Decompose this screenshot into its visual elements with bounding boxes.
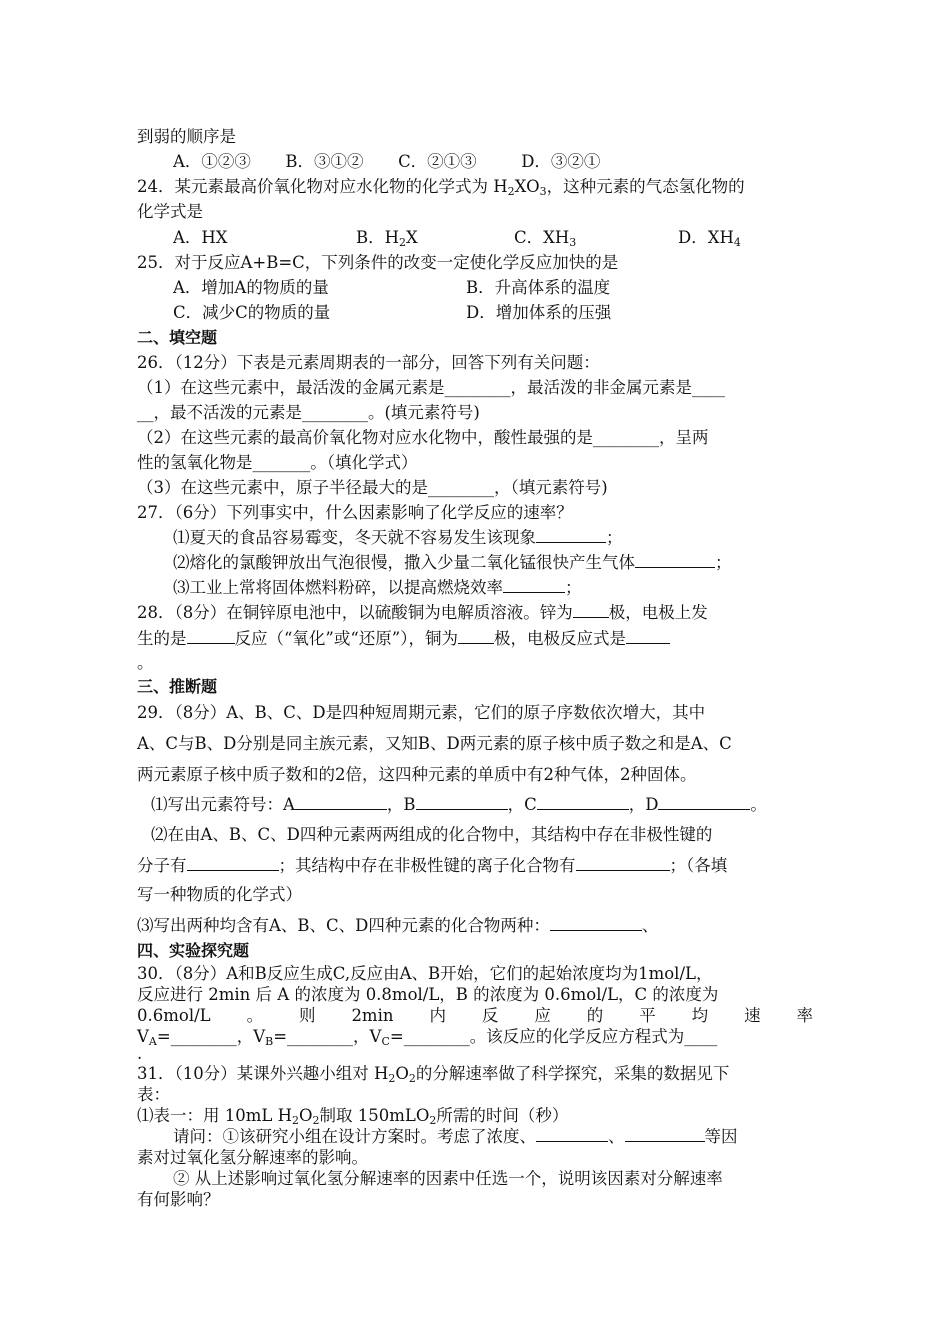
q30-line2: 反应进行 2min 后 A 的浓度为 0.8mol/L，B 的浓度为 0.6mol/L，C 的浓度为 [137,985,719,1004]
q23-options [173,151,600,173]
q24-stem: 24．某元素最高价氧化物对应水化物的化学式为 $H_2XO_3$，这种元素的气态氢化物的 [137,177,745,198]
q27-blank1[interactable] [536,528,606,543]
q31-line7: 有何影响？ [137,1190,220,1209]
q25-option-a: A．增加A的物质的量 [173,278,329,297]
q29-blank-ionic[interactable] [576,856,670,871]
q26-part2-line1: （2）在这些元素的最高价氧化物对应水化物中，酸性最强的是________，呈两 [137,428,709,447]
q28-line1: 28．（8分）在铜锌原电池中，以硫酸铜为电解质溶液。锌为 极，电极上发 [137,603,708,622]
q27-item3: ⑶工业上常将固体燃料粉碎，以提高燃烧效率 ； [173,578,582,597]
q30-line5: . [137,1044,143,1063]
q29-stem-line2: A、C与B、D分别是同主族元素，又知B、D两元素的原子核中质子数之和是A、C [137,734,732,753]
section-heading-experiment: 四、实验探究题 [137,941,250,960]
section-heading-fill-in: 二、填空题 [137,328,218,347]
q29-sub2-line3: 写一种物质的化学式） [137,885,302,904]
q24-stem-line2: 化学式是 [137,202,203,221]
q29-sub1: ⑴写出元素符号：A ，B ，C ，D 。 [151,795,767,814]
q31-line2: 表： [137,1085,170,1104]
q30-blank-va[interactable]: =________ [156,1027,237,1046]
q29-sub2-line1: ⑵在由A、B、C、D四种元素两两组成的化合物中，其结构中存在非极性键的 [151,825,713,844]
q25-option-d: D．增加体系的压强 [466,303,612,322]
q26-part3: （3）在这些元素中，原子半径最大的是________，（填元素符号) [137,478,608,497]
q26-part2-line2: 性的氢氧化物是_______。（填化学式） [137,453,418,472]
q26-part1-line2: __，最不活泼的元素是________。(填元素符号) [137,403,480,422]
q31-line1: 31．（10分）某课外兴趣小组对 $H_2O_2$的分解速率做了科学探究，采集的数据见下 [137,1064,730,1085]
q24-option-a: A．HX [173,228,228,247]
q29-blank-b[interactable] [416,795,508,810]
q29-stem-line3: 两元素原子核中质子数和的2倍，这四种元素的单质中有2种气体，2种固体。 [137,765,697,784]
q31-line6: ② 从上述影响过氧化氢分解速率的因素中任选一个，说明该因素对分解速率 [173,1169,723,1188]
q27-item1: ⑴夏天的食品容易霉变，冬天就不容易发生该现象 ； [173,528,623,547]
q30-blank-vc[interactable]: =________ [389,1027,470,1046]
q28-blank-reaction[interactable] [187,629,235,644]
q25-stem: 25．对于反应A+B=C，下列条件的改变一定使化学反应加快的是 [137,253,619,272]
q26-part1-line1: （1）在这些元素中，最活泼的金属元素是________，最活泼的非金属元素是____ [137,378,725,397]
q23-option-b: B．③①② [285,152,364,171]
q30-line4: $V_A=\_\_\_\_\_\_\_\_$，$V_B=\_\_\_\_\_\_\_\_$，$V_C=\_\_\_\_\_\_\_\_$。该反应的化学反应方程式为____ [137,1027,718,1048]
q31-line5: 素对过氧化氢分解速率的影响。 [137,1148,368,1167]
q27-blank2[interactable] [635,553,715,568]
q31-line3: ⑴表一：用 10mL $H_2O_2$制取 150mLO$_2$所需的时间（秒） [137,1106,569,1127]
q29-blank-d[interactable] [658,795,750,810]
q28-blank-zinc[interactable] [573,603,609,618]
q30-line3: 0.6mol/L 。 则 2min 内 反 应 的 平 均 速 率 [137,1006,813,1025]
q23-tail: 到弱的顺序是 [137,127,236,146]
q29-blank-a[interactable] [295,795,387,810]
q25-option-c: C．减少C的物质的量 [173,303,331,322]
q29-blank-molecule[interactable] [187,856,279,871]
q30-blank-vb[interactable]: =________ [273,1027,354,1046]
q27-stem: 27．（6分）下列事实中，什么因素影响了化学反应的速率？ [137,503,573,522]
q28-blank-equation[interactable] [626,629,670,644]
q24-option-b: B．$H_2X$ [356,228,418,249]
q29-blank-compound[interactable] [550,916,642,931]
q23-option-c: C．②①③ [398,152,477,171]
q27-blank3[interactable] [503,578,565,593]
q29-stem-line1: 29．（8分）A、B、C、D是四种短周期元素，它们的原子序数依次增大，其中 [137,703,706,722]
q28-blank-copper[interactable] [458,629,494,644]
q29-sub2-line2: 分子有 ；其结构中存在非极性键的离子化合物有 ；（各填 [137,856,728,875]
q28-line2: 生的是 反应（“氧化”或“还原”），铜为 极，电极反应式是 [137,628,670,650]
section-heading-inference: 三、推断题 [137,677,218,696]
q31-line4: 请问：①该研究小组在设计方案时。考虑了浓度、 、 等因 [173,1127,738,1146]
q29-sub3: ⑶写出两种均含有A、B、C、D四种元素的化合物两种： 、 [137,916,659,935]
q28-line3: 。 [137,653,154,672]
q30-line1: 30．（8分）A和B反应生成C,反应由A、B开始，它们的起始浓度均为1mol/L， [137,964,713,983]
q27-item2: ⑵熔化的氯酸钾放出气泡很慢，撒入少量二氧化锰很快产生气体 ； [173,553,732,572]
q31-blank-factor1[interactable] [536,1127,608,1142]
q31-blank-factor2[interactable] [625,1127,705,1142]
q24-option-d: D．$XH_4$ [678,228,741,249]
q23-option-d: D．③②① [521,152,601,171]
q23-option-a: A．①②③ [173,152,251,171]
q24-option-c: C．$XH_3$ [514,228,577,249]
q26-stem: 26．（12分）下表是元素周期表的一部分，回答下列有关问题： [137,353,600,372]
q25-option-b: B．升高体系的温度 [466,278,611,297]
q29-blank-c[interactable] [537,795,629,810]
